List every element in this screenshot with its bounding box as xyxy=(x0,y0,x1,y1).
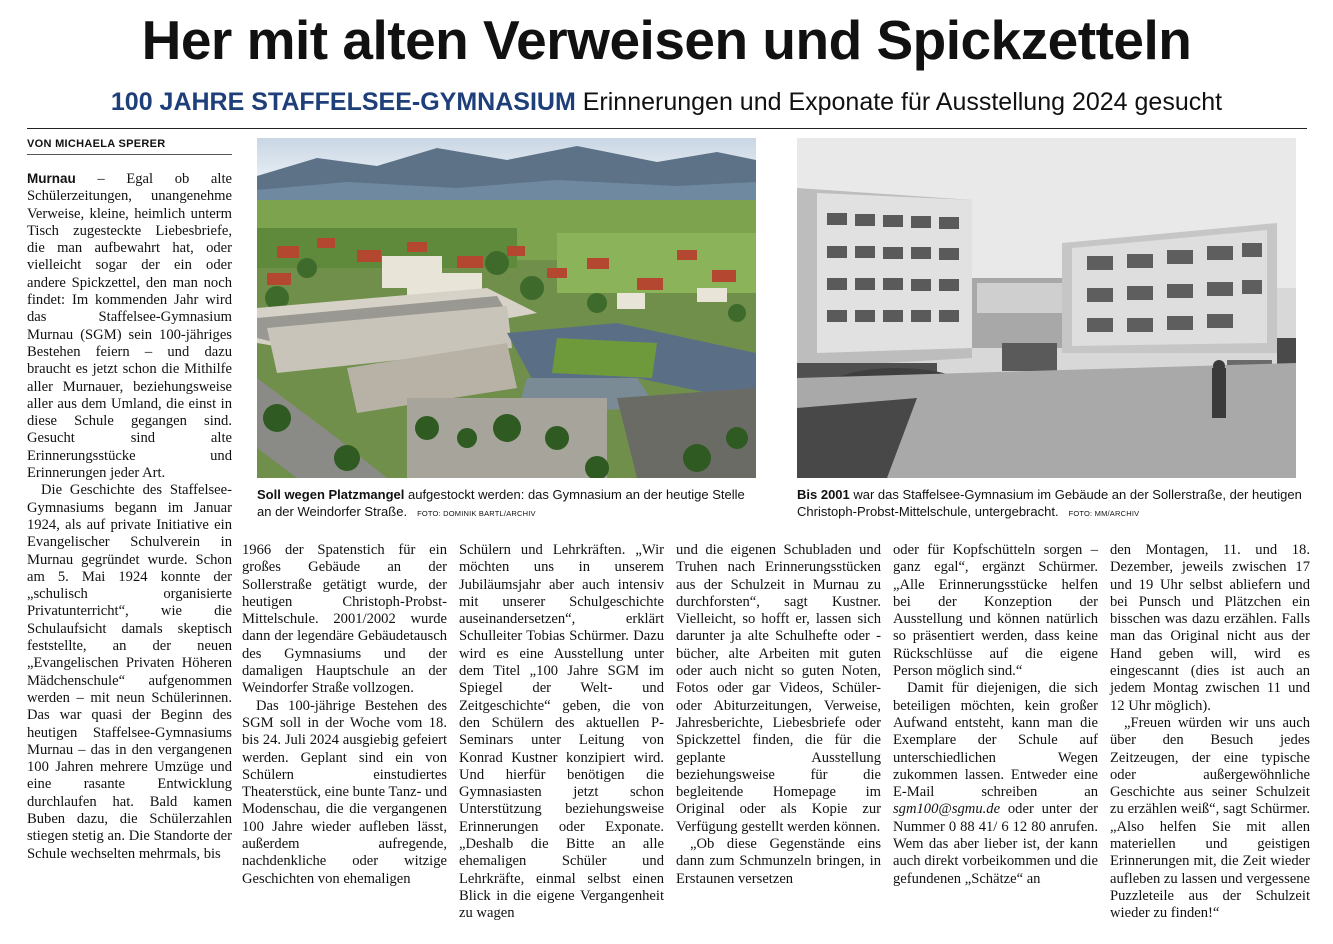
byline: VON MICHAELA SPERER xyxy=(27,138,232,155)
caption-lead-1: Soll wegen Platzmangel xyxy=(257,487,405,502)
body-paragraph xyxy=(27,170,232,482)
caption-text-1: aufgestockt werden: das Gymnasium an der heutige Stelle an der Weindorfer Straße. xyxy=(257,487,745,519)
body-paragraph: Schülern und Lehrkräften. „Wir möchten uns in unserem Jubiläumsjahr aber auch intensiv mit unserer Schulgeschichte auseinandersetzen“, erklärt Schulleiter Tobias Schürmer. Dazu wird es eine Ausstellung unter dem Titel „100 Jahre SGM im Spiegel der Welt- und Zeitgeschichte“ geben, die von den Schülern des aktuellen P-Seminars unter Leitung von Konrad Kustner konzipiert wird. Und hierfür benötigen die Gymnasiasten jetzt schon Unterstützung beziehungsweise Erinnerungen oder Exponate. „Deshalb die Bitte an alle ehemaligen Schüler und Lehrkräfte, einmal selbst einen Blick in die eigene Vergangenheit zu wagen xyxy=(459,542,664,922)
body-column-3 xyxy=(459,542,664,923)
photo-caption-2 xyxy=(797,486,1302,522)
body-paragraph: „Ob diese Gegenstände eins dann zum Schmunzeln bringen, in Erstaunen versetzen xyxy=(676,836,881,887)
header-rule xyxy=(27,128,1307,129)
body-text: oder unter der Nummer 0 88 41/ 6 12 80 anrufen. Wem das aber lieber ist, der kann auch direkt vorbeikommen und die gefundenen „Schätze“ an xyxy=(893,801,1098,887)
caption-lead-2: Bis 2001 xyxy=(797,487,850,502)
article-headline: Her mit alten Verweisen und Spickzetteln xyxy=(141,9,1192,71)
body-text: – Egal ob alte Schülerzeitungen, unangenehme Verweise, kleine, heimlich unterm Tisch zugesteckte Liebesbriefe, die man aufbewahrt hat, oder vielleicht sogar der ein oder andere Spickzettel, den man noch findet: Im kommenden Jahr wird das Staffelsee-Gymnasium Murnau (SGM) sein 100-jähriges Bestehen feiern – und dazu braucht es jetzt schon die Mithilfe aller Murnauer, beziehungsweise aller aus dem Umland, die einst in diese Schule gegangen sind. Gesucht sind alte Erinnerungsstücke und Erinnerungen jeder Art. xyxy=(27,171,232,482)
aerial-school-illustration xyxy=(257,138,756,478)
body-column-5 xyxy=(893,542,1098,888)
body-paragraph: Die Geschichte des Staffelsee-Gymnasiums begann im Januar 1924, als auf private Initiative ein Evangelischer Schulverein in Murnau gegründet wurde. Schon am 5. Mai 1924 konnte der „schulisch organisierte Privatunterricht“, wie die Schulaufsicht damals skeptisch feststellte, an der neuen „Evangelischen Privaten Höheren Mädchenschule“ aufgenommen werden – mit neun Schülerinnen. Das war quasi der Beginn des heutigen Staffelsee-Gymnasiums Murnau – das in den vergangenen 100 Jahren mehrere Umzüge und eine rasante Entwicklung durchlaufen hat. Bald kamen Buben dazu, die Schülerzahlen stiegen stetig an. Die Standorte der Schule wechselten mehrmals, bis xyxy=(27,482,232,862)
article-subheadline-text: Erinnerungen und Exponate für Ausstellung 2024 gesucht xyxy=(582,88,1223,116)
body-column-4 xyxy=(676,542,881,888)
old-building-illustration xyxy=(797,138,1296,478)
body-paragraph: Das 100-jährige Bestehen des SGM soll in der Woche vom 18. bis 24. Juli 2024 ausgiebig gefeiert werden. Geplant sind ein von Schülern einstudiertes Theaterstück, eine bunte Tanz- und Modenschau, die die vergangenen 100 Jahre wieder aufleben lässt, außerdem aufregende, nachdenkliche oder witzige Geschichten von ehemaligen xyxy=(242,697,447,887)
old-building-photo xyxy=(797,138,1296,478)
article-kicker: 100 JAHRE STAFFELSEE-GYMNASIUM xyxy=(110,88,576,116)
article-subheadline xyxy=(0,86,1333,118)
body-paragraph: und die eigenen Schubladen und Truhen nach Erinnerungsstücken aus der Schulzeit in Murnau zu durchforsten“, sagt Kustner. Vielleicht, so hofft er, lassen sich darunter ja alte Schulhefte oder -bücher, alte Arbeiten mit guten oder auch nicht so guten Noten, Fotos oder gar Videos, Schüler- oder Abiturzeitungen, Verweise, Jahresberichte, Liebesbriefe oder Spickzettel finden, die für die geplante Ausstellung beziehungsweise für die begleitende Homepage im Original oder als Kopie zur Verfügung gestellt werden können. xyxy=(676,542,881,835)
dateline: Murnau xyxy=(27,171,76,186)
body-column-1 xyxy=(27,170,232,863)
body-column-6 xyxy=(1110,542,1310,923)
body-paragraph: oder für Kopfschütteln sorgen – ganz egal“, ergänzt Schürmer. „Alle Erinnerungsstücke helfen bei der Konzeption der Ausstellung und können natürlich so präsentiert werden, dass keine Rückschlüsse auf die eigene Person möglich sind.“ xyxy=(893,542,1098,680)
body-paragraph xyxy=(893,680,1098,888)
body-paragraph: den Montagen, 11. und 18. Dezember, jeweils zwischen 17 und 19 Uhr selbst abliefern und bei Punsch und Plätzchen ein bisschen was dazu erzählen. Falls man das Original nicht aus der Hand geben will, wird es eingescannt (dies ist auch an jedem Montag zwischen 11 und 12 Uhr möglich). xyxy=(1110,542,1310,714)
contact-email: sgm100@sgmu.de xyxy=(893,801,1001,818)
body-paragraph: „Freuen würden wir uns auch über den Besuch jedes Zeitzeugen, der eine typische oder außergewöhnliche Geschichte aus seiner Schulzeit zu erzählen weiß“, sagt Schürmer. „Also helfen Sie mit allen materiellen und geistigen Erinnerungen mit, die Zeit wieder aufleben zu lassen und vergessene Puzzleteile aus der Schulzeit wieder zu finden!“ xyxy=(1110,714,1310,922)
photo-caption-1 xyxy=(257,486,756,522)
photo-credit-2: FOTO: MM/ARCHIV xyxy=(1068,509,1140,518)
aerial-school-photo xyxy=(257,138,756,478)
body-column-2 xyxy=(242,542,447,888)
caption-text-2: war das Staffelsee-Gymnasium im Gebäude an der Sollerstraße, der heutigen Christoph-Probst-Mittelschule, untergebracht. xyxy=(797,487,1302,519)
body-paragraph: 1966 der Spatenstich für ein großes Gebäude an der Sollerstraße getätigt wurde, der heutigen Christoph-Probst-Mittelschule. 2001/2002 wurde dann der legendäre Gebäudetausch des Gymnasiums und der damaligen Hauptschule an der Weindorfer Straße vollzogen. xyxy=(242,542,447,697)
body-text: Damit für diejenigen, die sich beteiligen möchten, kein großer Aufwand entsteht, kann man die Exemplare der Schule auf unterschiedlichen Wegen zukommen lassen. Entweder eine E-Mail schreiben an xyxy=(893,680,1098,801)
photo-credit-1: FOTO: DOMINIK BARTL/ARCHIV xyxy=(417,509,536,518)
